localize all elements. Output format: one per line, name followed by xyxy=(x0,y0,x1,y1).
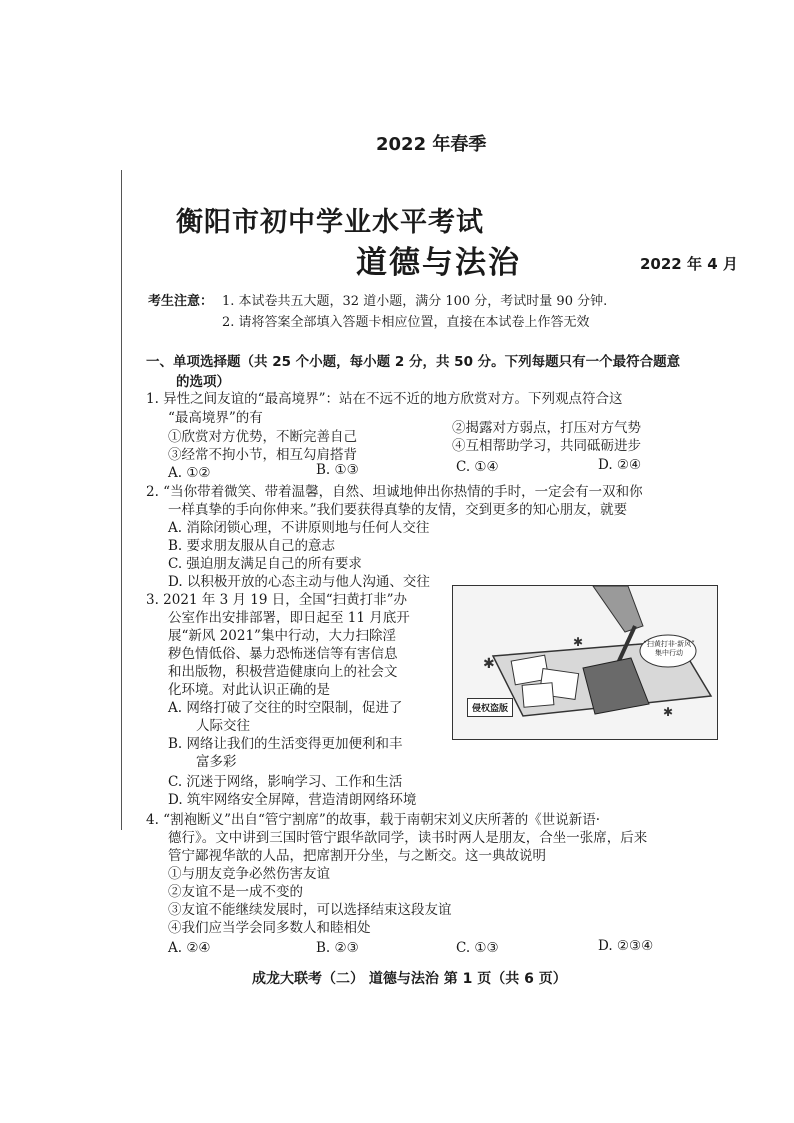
q1-stem-cont: “最高境界”的有 xyxy=(168,410,263,426)
exam-title: 衡阳市初中学业水平考试 xyxy=(176,207,484,238)
q3-option-b-cont: 富多彩 xyxy=(196,754,237,770)
q1-statement-3: ③经常不拘小节，相互勾肩搭背 xyxy=(168,447,357,463)
q3-stem-line-3: 展“新风 2021”集中行动，大力扫除淫 xyxy=(168,628,396,644)
svg-text:✱: ✱ xyxy=(573,635,584,649)
q1-statement-4: ④互相帮助学习，共同砥砺进步 xyxy=(452,438,641,454)
illustration-tag-1: “扫黄打非·新风” xyxy=(643,640,695,648)
binding-margin-line xyxy=(121,170,122,830)
q3-stem-line-2: 公室作出安排部署，即日起至 11 月底开 xyxy=(168,610,410,626)
cartoon-illustration xyxy=(452,585,718,740)
q2-option-c: C. 强迫朋友满足自己的所有要求 xyxy=(168,556,362,572)
q1-statement-2: ②揭露对方弱点，打压对方气势 xyxy=(452,420,641,436)
q3-stem-line-6: 化环境。对此认识正确的是 xyxy=(168,682,330,698)
q4-statement-3: ③友谊不能继续发展时，可以选择结束这段友谊 xyxy=(168,902,452,918)
q2-option-d: D. 以积极开放的心态主动与他人沟通、交往 xyxy=(168,574,430,590)
q3-stem-line-1: 3. 2021 年 3 月 19 日，全国“扫黄打非”办 xyxy=(146,592,408,608)
q3-stem-line-5: 和出版物，积极营造健康向上的社会文 xyxy=(168,664,398,680)
q3-option-a: A. 网络打破了交往的时空限制，促进了 xyxy=(168,700,403,716)
q4-statement-4: ④我们应当学会同多数人和睦相处 xyxy=(168,920,371,936)
q3-option-c: C. 沉迷于网络，影响学习、工作和生活 xyxy=(168,774,403,790)
subject-title: 道德与法治 xyxy=(356,245,521,281)
q1-option-b: B. ①③ xyxy=(316,462,359,478)
section-title: 一、单项选择题（共 25 个小题，每小题 2 分，共 50 分。下列每题只有一个最符合题意 xyxy=(146,354,681,370)
q4-option-d: D. ②③④ xyxy=(598,938,654,954)
q4-statement-2: ②友谊不是一成不变的 xyxy=(168,884,303,900)
notice-item-1: 1. 本试卷共五大题，32 道小题，满分 100 分，考试时量 90 分钟. xyxy=(222,294,608,309)
exam-date: 2022 年 4 月 xyxy=(640,255,738,273)
q4-option-a: A. ②④ xyxy=(168,940,211,956)
q4-stem-cont-1: 德行》。文中讲到三国时管宁跟华歆同学，读书时两人是朋友，合坐一张席，后来 xyxy=(168,830,648,846)
q2-option-a: A. 消除闭锁心理，不讲原则地与任何人交往 xyxy=(168,520,430,536)
page-footer: 成龙大联考（二） 道德与法治 第 1 页（共 6 页） xyxy=(252,971,567,987)
q1-statement-1: ①欣赏对方优势，不断完善自己 xyxy=(168,429,357,445)
q3-option-b: B. 网络让我们的生活变得更加便利和丰 xyxy=(168,736,403,752)
q4-statement-1: ①与朋友竞争必然伤害友谊 xyxy=(168,866,330,882)
q3-option-a-cont: 人际交往 xyxy=(196,718,250,734)
q4-stem-cont-2: 管宁鄙视华歆的人品，把席割开分坐，与之断交。这一典故说明 xyxy=(168,848,546,864)
piracy-label: 侵权盗版 xyxy=(467,698,513,717)
svg-text:✱: ✱ xyxy=(663,705,674,719)
q1-stem: 1. 异性之间友谊的“最高境界”：站在不远不近的地方欣赏对方。下列观点符合这 xyxy=(146,391,623,407)
illustration-tag-2: 集中行动 xyxy=(655,649,683,657)
q2-option-b: B. 要求朋友服从自己的意志 xyxy=(168,538,336,554)
q3-stem-line-4: 秽色情低俗、暴力恐怖迷信等有害信息 xyxy=(168,646,398,662)
illustration-caption xyxy=(643,640,695,658)
notice-label: 考生注意： xyxy=(148,294,214,309)
q2-stem: 2. “当你带着微笑、带着温馨，自然、坦诚地伸出你热情的手时，一定会有一双和你 xyxy=(146,484,643,500)
q1-option-d: D. ②④ xyxy=(598,457,642,473)
q4-stem: 4. “割袍断义”出自“管宁割席”的故事，载于南朝宋刘义庆所著的《世说新语· xyxy=(146,812,601,828)
q4-option-b: B. ②③ xyxy=(316,940,359,956)
notice-item-2: 2. 请将答案全部填入答题卡相应位置，直接在本试卷上作答无效 xyxy=(222,315,590,330)
q1-option-a: A. ①② xyxy=(168,465,211,481)
section-title-cont: 的选项） xyxy=(176,374,230,390)
q4-option-c: C. ①③ xyxy=(456,940,499,956)
q2-stem-cont: 一样真挚的手向你伸来。”我们要获得真挚的友情，交到更多的知心朋友，就要 xyxy=(168,502,628,518)
season-heading: 2022 年春季 xyxy=(376,134,487,155)
svg-text:✱: ✱ xyxy=(483,656,495,672)
q1-option-c: C. ①④ xyxy=(456,459,499,475)
q3-option-d: D. 筑牢网络安全屏障，营造清朗网络环境 xyxy=(168,792,417,808)
